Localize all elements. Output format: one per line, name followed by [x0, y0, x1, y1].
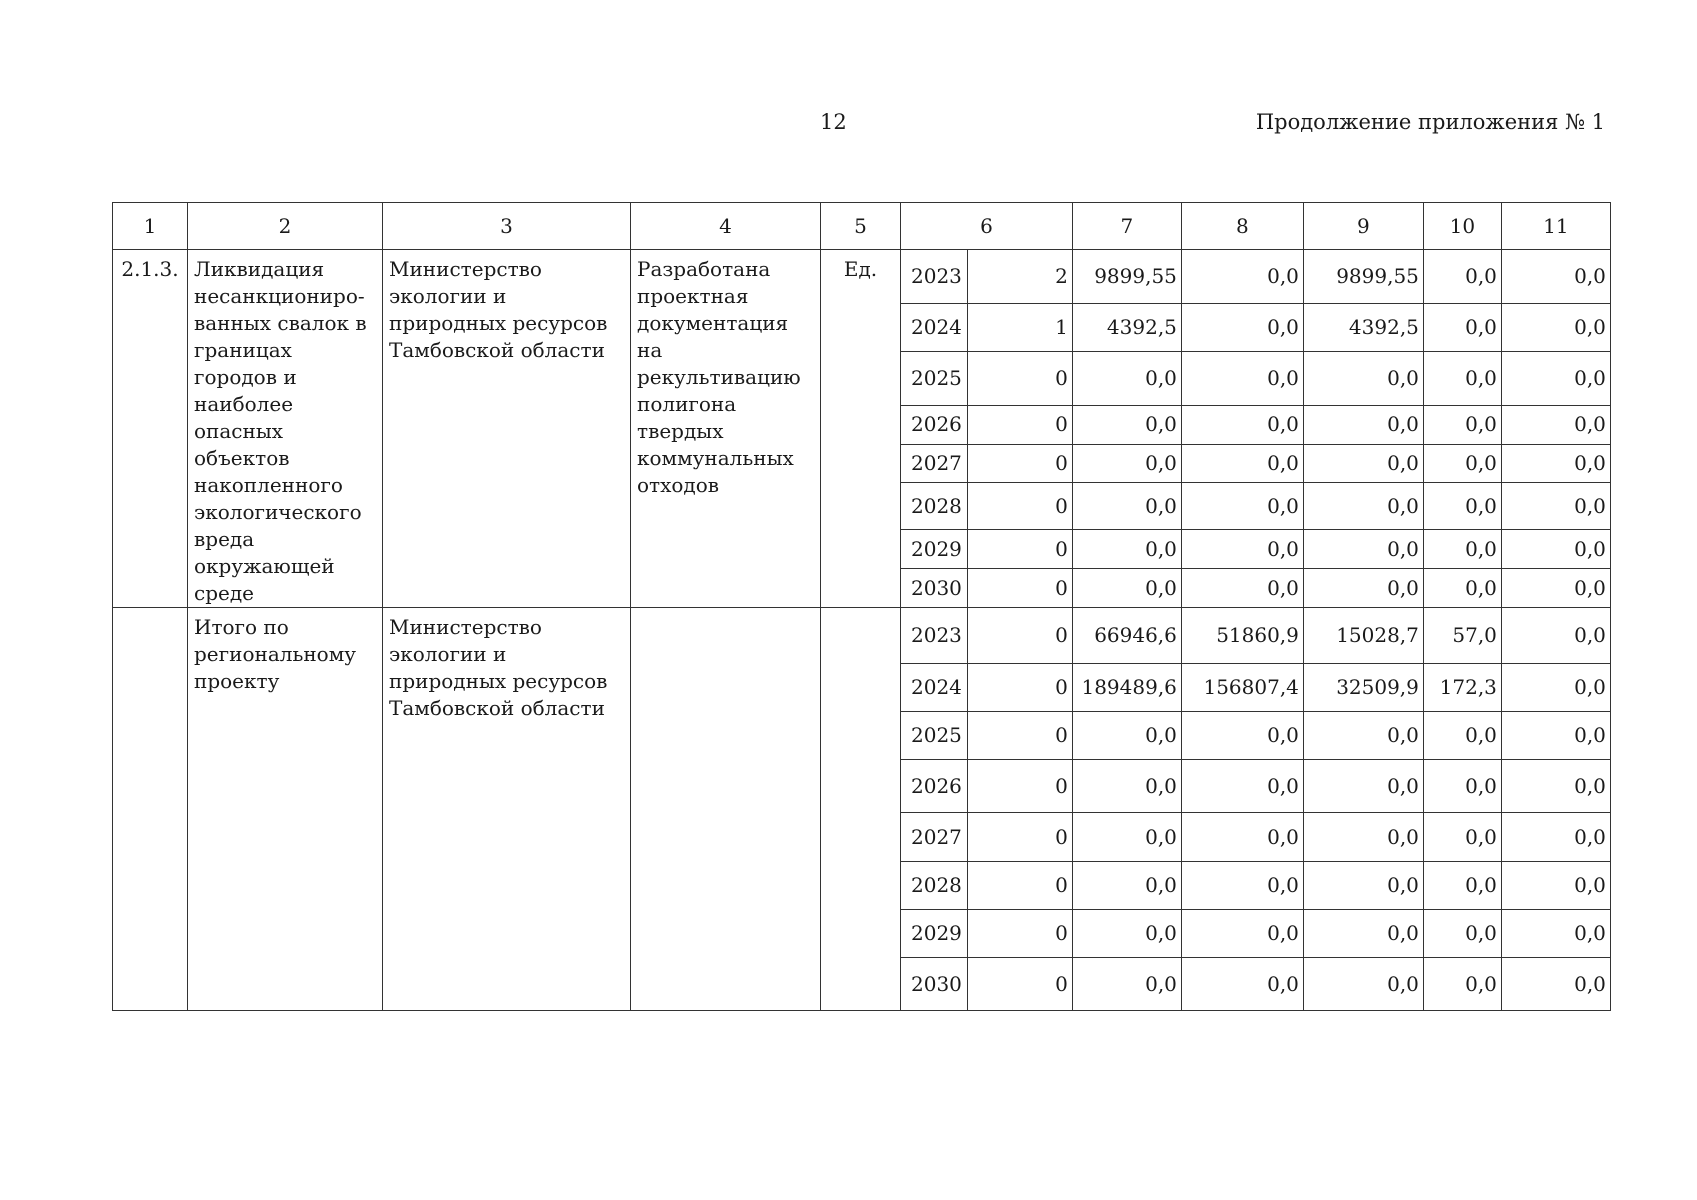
quantity-cell: 0 — [967, 862, 1072, 910]
year-cell: 2027 — [901, 444, 968, 483]
amount-cell: 0,0 — [1072, 712, 1181, 760]
amount-cell: 0,0 — [1072, 405, 1181, 444]
amount-cell: 0,0 — [1501, 483, 1610, 530]
year-cell: 2026 — [901, 760, 968, 813]
total-result — [631, 608, 821, 1011]
amount-cell: 0,0 — [1501, 958, 1610, 1011]
total-name: Итого по региональному проекту — [188, 608, 383, 1011]
quantity-cell: 0 — [967, 958, 1072, 1011]
amount-cell: 4392,5 — [1303, 304, 1423, 351]
amount-cell: 0,0 — [1181, 444, 1303, 483]
amount-cell: 0,0 — [1181, 958, 1303, 1011]
year-cell: 2023 — [901, 250, 968, 304]
amount-cell: 0,0 — [1423, 910, 1501, 958]
amount-cell: 0,0 — [1423, 250, 1501, 304]
amount-cell: 0,0 — [1501, 760, 1610, 813]
amount-cell: 0,0 — [1181, 250, 1303, 304]
amount-cell: 9899,55 — [1303, 250, 1423, 304]
column-header: 11 — [1501, 203, 1610, 250]
quantity-cell: 1 — [967, 304, 1072, 351]
column-number-row — [113, 203, 1611, 250]
year-cell: 2028 — [901, 483, 968, 530]
amount-cell: 0,0 — [1501, 250, 1610, 304]
program-table — [112, 202, 1611, 1011]
quantity-cell: 0 — [967, 483, 1072, 530]
year-cell: 2029 — [901, 530, 968, 569]
amount-cell: 0,0 — [1303, 405, 1423, 444]
amount-cell: 0,0 — [1181, 351, 1303, 405]
amount-cell: 0,0 — [1072, 444, 1181, 483]
column-header: 9 — [1303, 203, 1423, 250]
amount-cell: 15028,7 — [1303, 608, 1423, 664]
amount-cell: 0,0 — [1423, 712, 1501, 760]
column-header: 1 — [113, 203, 188, 250]
year-cell: 2027 — [901, 813, 968, 862]
amount-cell: 0,0 — [1303, 530, 1423, 569]
amount-cell: 0,0 — [1423, 569, 1501, 608]
quantity-cell: 0 — [967, 608, 1072, 664]
amount-cell: 0,0 — [1072, 351, 1181, 405]
year-cell: 2025 — [901, 712, 968, 760]
amount-cell: 9899,55 — [1072, 250, 1181, 304]
amount-cell: 51860,9 — [1181, 608, 1303, 664]
column-header: 6 — [901, 203, 1073, 250]
amount-cell: 0,0 — [1423, 760, 1501, 813]
amount-cell: 0,0 — [1501, 304, 1610, 351]
table-row — [113, 250, 1611, 304]
amount-cell: 0,0 — [1501, 862, 1610, 910]
amount-cell: 0,0 — [1303, 910, 1423, 958]
year-cell: 2030 — [901, 569, 968, 608]
amount-cell: 0,0 — [1303, 958, 1423, 1011]
item-executor: Министерство экологии и природных ресурсов Тамбовской области — [383, 250, 631, 608]
amount-cell: 32509,9 — [1303, 664, 1423, 712]
amount-cell: 0,0 — [1181, 760, 1303, 813]
column-header: 7 — [1072, 203, 1181, 250]
amount-cell: 0,0 — [1423, 304, 1501, 351]
amount-cell: 0,0 — [1303, 862, 1423, 910]
amount-cell: 0,0 — [1303, 483, 1423, 530]
item-code: 2.1.3. — [113, 250, 188, 608]
amount-cell: 0,0 — [1423, 483, 1501, 530]
appendix-continuation-label: Продолжение приложения № 1 — [1255, 110, 1605, 134]
item-name: Ликвидация несанкциониро-ванных свалок в границах городов и наиболее опасных объектов накопленного экологического вреда окружающей среде — [188, 250, 383, 608]
amount-cell: 0,0 — [1072, 760, 1181, 813]
amount-cell: 0,0 — [1181, 712, 1303, 760]
amount-cell: 57,0 — [1423, 608, 1501, 664]
amount-cell: 172,3 — [1423, 664, 1501, 712]
amount-cell: 0,0 — [1501, 712, 1610, 760]
table-row — [113, 608, 1611, 664]
amount-cell: 0,0 — [1423, 405, 1501, 444]
amount-cell: 0,0 — [1501, 405, 1610, 444]
amount-cell: 0,0 — [1072, 958, 1181, 1011]
column-header: 5 — [821, 203, 901, 250]
column-header: 10 — [1423, 203, 1501, 250]
quantity-cell: 0 — [967, 910, 1072, 958]
amount-cell: 0,0 — [1423, 444, 1501, 483]
quantity-cell: 0 — [967, 351, 1072, 405]
quantity-cell: 0 — [967, 530, 1072, 569]
amount-cell: 0,0 — [1181, 862, 1303, 910]
amount-cell: 0,0 — [1072, 813, 1181, 862]
amount-cell: 0,0 — [1072, 530, 1181, 569]
amount-cell: 4392,5 — [1072, 304, 1181, 351]
amount-cell: 0,0 — [1303, 712, 1423, 760]
amount-cell: 0,0 — [1501, 530, 1610, 569]
quantity-cell: 0 — [967, 569, 1072, 608]
amount-cell: 0,0 — [1423, 813, 1501, 862]
amount-cell: 0,0 — [1072, 862, 1181, 910]
amount-cell: 0,0 — [1303, 813, 1423, 862]
amount-cell: 0,0 — [1303, 351, 1423, 405]
quantity-cell: 0 — [967, 760, 1072, 813]
total-unit — [821, 608, 901, 1011]
amount-cell: 0,0 — [1501, 351, 1610, 405]
amount-cell: 0,0 — [1072, 910, 1181, 958]
page-number: 12 — [820, 110, 847, 134]
amount-cell: 189489,6 — [1072, 664, 1181, 712]
amount-cell: 0,0 — [1181, 910, 1303, 958]
amount-cell: 0,0 — [1423, 530, 1501, 569]
quantity-cell: 0 — [967, 813, 1072, 862]
amount-cell: 0,0 — [1501, 813, 1610, 862]
year-cell: 2023 — [901, 608, 968, 664]
amount-cell: 0,0 — [1303, 760, 1423, 813]
amount-cell: 0,0 — [1072, 483, 1181, 530]
quantity-cell: 0 — [967, 664, 1072, 712]
year-cell: 2024 — [901, 304, 968, 351]
table-body — [113, 203, 1611, 1011]
year-cell: 2024 — [901, 664, 968, 712]
amount-cell: 0,0 — [1303, 569, 1423, 608]
amount-cell: 0,0 — [1423, 351, 1501, 405]
year-cell: 2029 — [901, 910, 968, 958]
year-cell: 2028 — [901, 862, 968, 910]
quantity-cell: 0 — [967, 444, 1072, 483]
amount-cell: 0,0 — [1181, 304, 1303, 351]
amount-cell: 156807,4 — [1181, 664, 1303, 712]
year-cell: 2030 — [901, 958, 968, 1011]
total-code — [113, 608, 188, 1011]
column-header: 2 — [188, 203, 383, 250]
amount-cell: 0,0 — [1181, 405, 1303, 444]
amount-cell: 0,0 — [1501, 910, 1610, 958]
amount-cell: 0,0 — [1423, 958, 1501, 1011]
amount-cell: 0,0 — [1501, 608, 1610, 664]
amount-cell: 0,0 — [1072, 569, 1181, 608]
item-unit: Ед. — [821, 250, 901, 608]
amount-cell: 0,0 — [1181, 483, 1303, 530]
amount-cell: 0,0 — [1181, 530, 1303, 569]
column-header: 4 — [631, 203, 821, 250]
amount-cell: 0,0 — [1181, 813, 1303, 862]
amount-cell: 0,0 — [1423, 862, 1501, 910]
year-cell: 2026 — [901, 405, 968, 444]
amount-cell: 0,0 — [1501, 569, 1610, 608]
amount-cell: 0,0 — [1501, 444, 1610, 483]
year-cell: 2025 — [901, 351, 968, 405]
amount-cell: 0,0 — [1181, 569, 1303, 608]
column-header: 8 — [1181, 203, 1303, 250]
quantity-cell: 2 — [967, 250, 1072, 304]
total-executor: Министерство экологии и природных ресурсов Тамбовской области — [383, 608, 631, 1011]
quantity-cell: 0 — [967, 405, 1072, 444]
item-result: Разработана проектная документация на рекультивацию полигона твердых коммунальных отходов — [631, 250, 821, 608]
quantity-cell: 0 — [967, 712, 1072, 760]
amount-cell: 0,0 — [1303, 444, 1423, 483]
amount-cell: 66946,6 — [1072, 608, 1181, 664]
column-header: 3 — [383, 203, 631, 250]
amount-cell: 0,0 — [1501, 664, 1610, 712]
